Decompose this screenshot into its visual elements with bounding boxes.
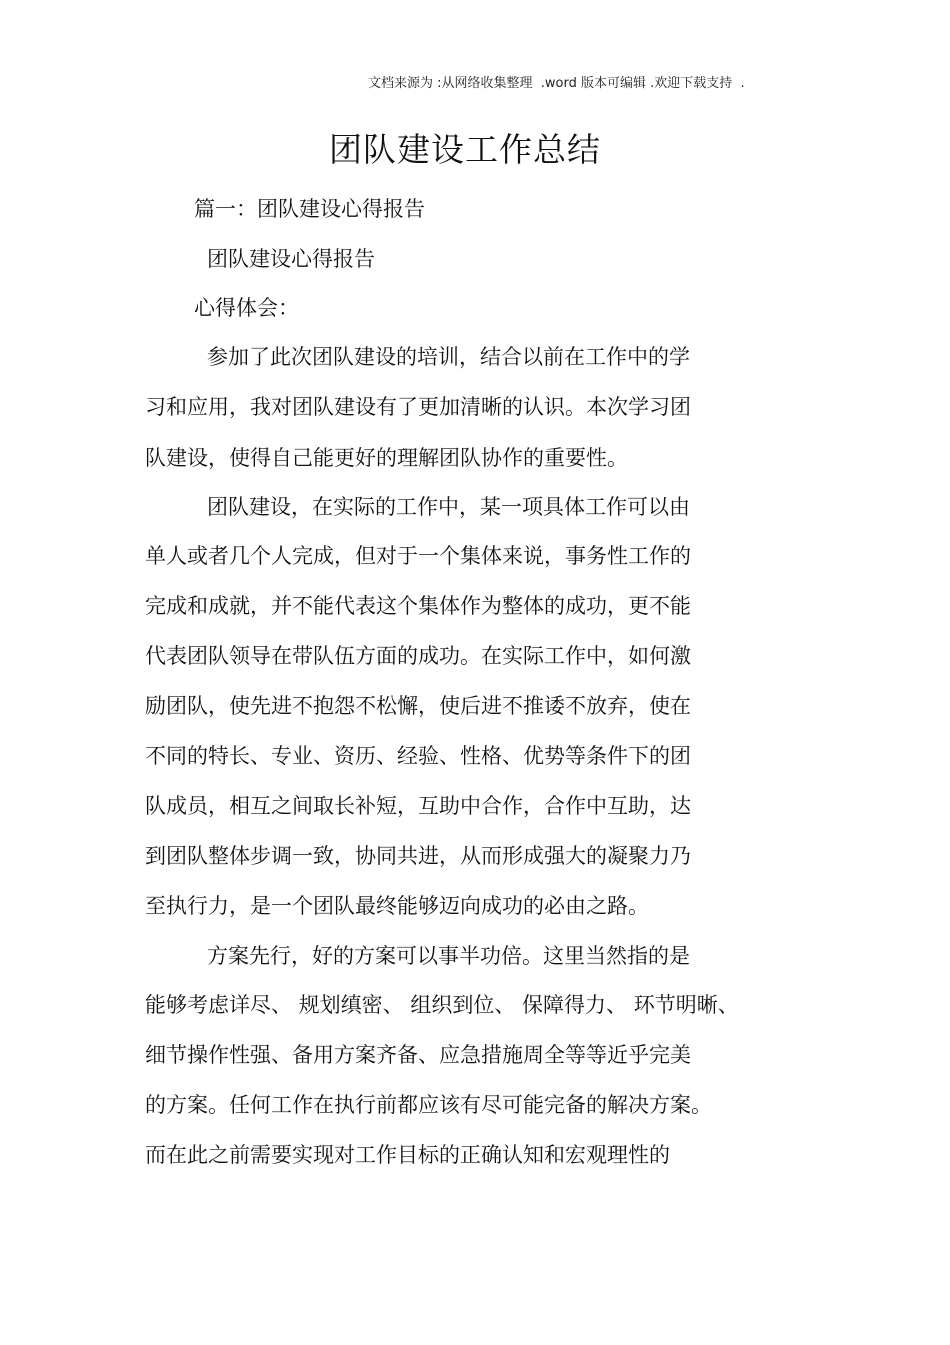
paragraph-line: 励团队，使先进不抱怨不松懈，使后进不推诿不放弃，使在 [145, 694, 691, 718]
paragraph-line: 参加了此次团队建设的培训，结合以前在工作中的学 [207, 345, 690, 369]
subheading: 团队建设心得报告 [207, 247, 375, 271]
paragraph-line: 团队建设，在实际的工作中，某一项具体工作可以由 [207, 495, 690, 519]
paragraph-line: 而在此之前需要实现对工作目标的正确认知和宏观理性的 [145, 1143, 670, 1167]
paragraph-line: 单人或者几个人完成，但对于一个集体来说，事务性工作的 [145, 544, 691, 568]
paragraph-line: 方案先行，好的方案可以事半功倍。这里当然指的是 [207, 944, 690, 968]
section-heading: 篇一：团队建设心得报告 [194, 197, 425, 221]
paragraph-line: 的方案。任何工作在执行前都应该有尽可能完备的解决方案。 [145, 1093, 712, 1117]
paragraph-line: 不同的特长、专业、资历、经验、性格、优势等条件下的团 [145, 744, 691, 768]
paragraph-line: 至执行力，是一个团队最终能够迈向成功的必由之路。 [145, 894, 649, 918]
section-label: 心得体会： [194, 296, 299, 320]
document-title: 团队建设工作总结 [329, 130, 601, 169]
paragraph-line: 队建设，使得自己能更好的理解团队协作的重要性。 [145, 446, 628, 470]
paragraph-line: 完成和成就，并不能代表这个集体作为整体的成功，更不能 [145, 594, 691, 618]
paragraph-line: 代表团队领导在带队伍方面的成功。在实际工作中，如何激 [145, 644, 691, 668]
paragraph-line: 能够考虑详尽、 规划缜密、 组织到位、 保障得力、 环节明晰、 [145, 993, 739, 1017]
paragraph-line: 到团队整体步调一致，协同共进，从而形成强大的凝聚力乃 [145, 844, 691, 868]
paragraph-line: 细节操作性强、备用方案齐备、应急措施周全等等近乎完美 [145, 1043, 691, 1067]
source-note: 文档来源为 :从网络收集整理 .word 版本可编辑 .欢迎下载支持 . [368, 76, 745, 91]
paragraph-line: 队成员，相互之间取长补短，互助中合作，合作中互助，达 [145, 794, 691, 818]
paragraph-line: 习和应用，我对团队建设有了更加清晰的认识。本次学习团 [145, 395, 691, 419]
